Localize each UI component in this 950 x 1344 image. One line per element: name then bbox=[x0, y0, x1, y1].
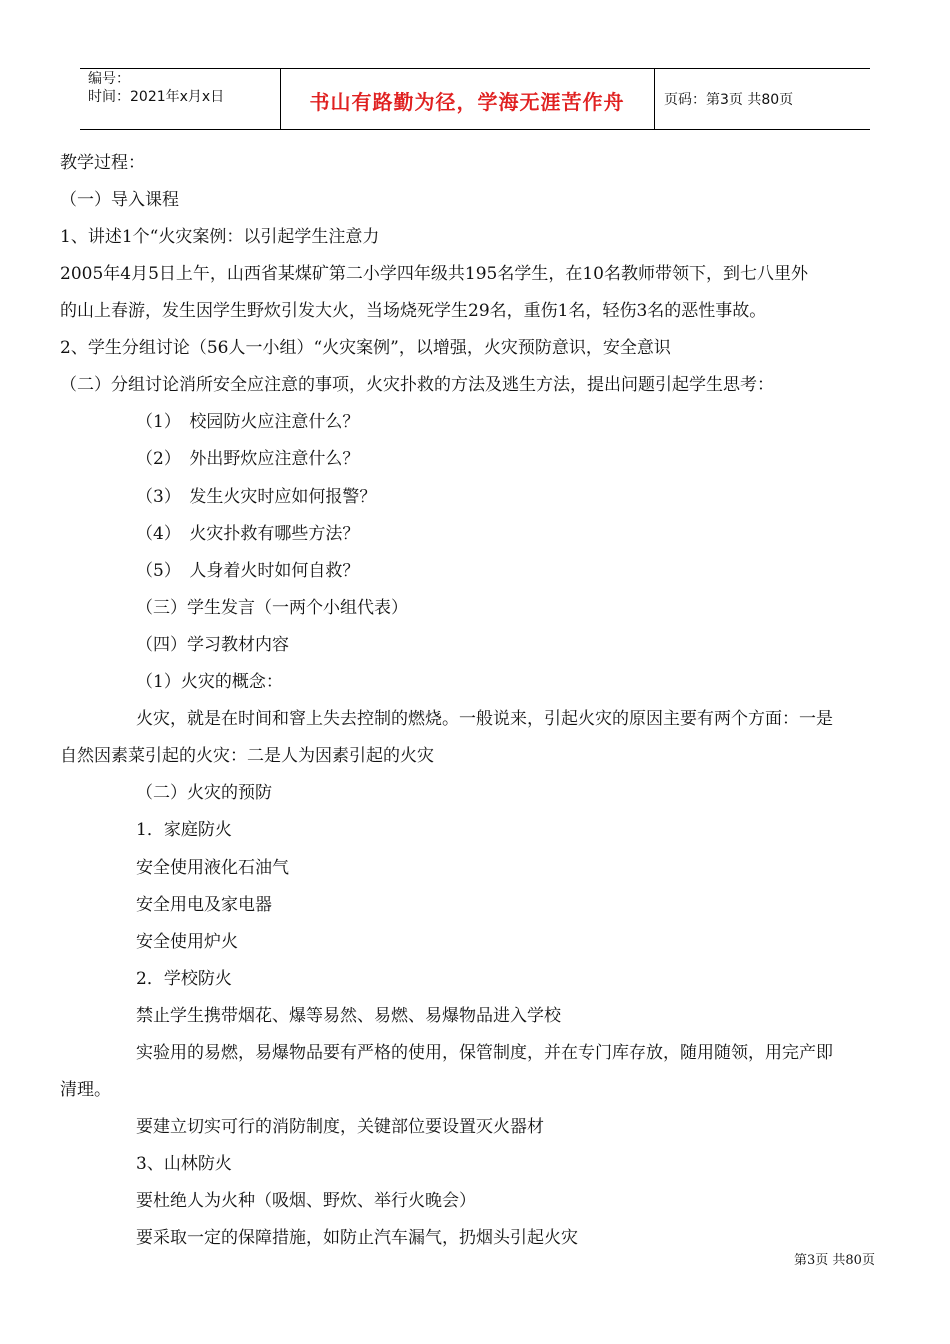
question-item: （4） 火灾扑救有哪些方法？ bbox=[136, 524, 360, 544]
list-item: 安全使用炉火 bbox=[136, 932, 238, 952]
list-item: 要杜绝人为火种（吸烟、野炊、举行火晚会） bbox=[136, 1191, 476, 1211]
list-item: 安全使用液化石油气 bbox=[136, 858, 289, 878]
subheading: （二）火灾的预防 bbox=[136, 783, 272, 803]
paragraph-line: 火灾，就是在时间和窨上失去控制的燃烧。一般说来，引起火灾的原因主要有两个方面：一是 bbox=[136, 709, 833, 729]
list-item: 禁止学生携带烟花、爆等易然、易燃、易爆物品进入学校 bbox=[136, 1006, 561, 1026]
number-label: 编号： bbox=[88, 71, 130, 87]
question-item: （5） 人身着火时如何自救？ bbox=[136, 561, 360, 581]
list-heading: 2．学校防火 bbox=[136, 969, 232, 989]
question-item: （2） 外出野炊应注意什么？ bbox=[136, 449, 360, 469]
subheading: （1）火灾的概念： bbox=[136, 672, 283, 692]
header-motto: 书山有路勤为径，学海无涯苦作舟 bbox=[309, 90, 625, 114]
paragraph-line: 的山上春游，发生因学生野炊引发大火，当场烧死学生29名，重伤1名，轻伤3名的恶性事故。 bbox=[60, 301, 767, 321]
header-page-info: 页码：第3页 共80页 bbox=[664, 92, 794, 108]
time-label: 时间：2021年x月x日 bbox=[88, 89, 225, 105]
section-heading: 教学过程： bbox=[60, 153, 145, 173]
paragraph-line: 1、讲述1个“火灾案例：以引起学生注意力 bbox=[60, 227, 380, 247]
subheading: （四）学习教材内容 bbox=[136, 635, 289, 655]
list-heading: 1．家庭防火 bbox=[136, 820, 232, 840]
question-item: （1） 校园防火应注意什么？ bbox=[136, 412, 360, 432]
paragraph-line: 自然因素菜引起的火灾：二是人为因素引起的火灾 bbox=[60, 746, 434, 766]
question-item: （3） 发生火灾时应如何报警？ bbox=[136, 487, 377, 507]
list-item: 要采取一定的保障措施，如防止汽车漏气，扔烟头引起火灾 bbox=[136, 1228, 578, 1248]
subheading: （三）学生发言（一两个小组代表） bbox=[136, 598, 408, 618]
list-heading: 3、山林防火 bbox=[136, 1154, 232, 1174]
header-meta bbox=[88, 70, 224, 106]
header-divider-right bbox=[654, 68, 655, 130]
list-item: 要建立切实可行的消防制度，关键部位要设置灭火器材 bbox=[136, 1117, 544, 1137]
subheading: （一）导入课程 bbox=[60, 190, 179, 210]
paragraph-line: 清理。 bbox=[60, 1080, 111, 1100]
header-bottom-rule bbox=[80, 129, 870, 130]
paragraph-line: 实验用的易燃，易爆物品要有严格的使用，保管制度，并在专门库存放，随用随领，用完产即 bbox=[136, 1043, 833, 1063]
list-item: 安全用电及家电器 bbox=[136, 895, 272, 915]
paragraph-line: 2005年4月5日上午，山西省某煤矿第二小学四年级共195名学生，在10名教师带领下，到七八里外 bbox=[60, 264, 808, 284]
page-footer: 第3页 共80页 bbox=[794, 1253, 875, 1268]
paragraph-line: 2、学生分组讨论（56人一小组）“火灾案例”，以增强，火灾预防意识，安全意识 bbox=[60, 338, 671, 358]
header-top-rule bbox=[80, 68, 870, 69]
subheading: （二）分组讨论消所安全应注意的事项，火灾扑救的方法及逃生方法，提出问题引起学生思考： bbox=[60, 375, 774, 395]
